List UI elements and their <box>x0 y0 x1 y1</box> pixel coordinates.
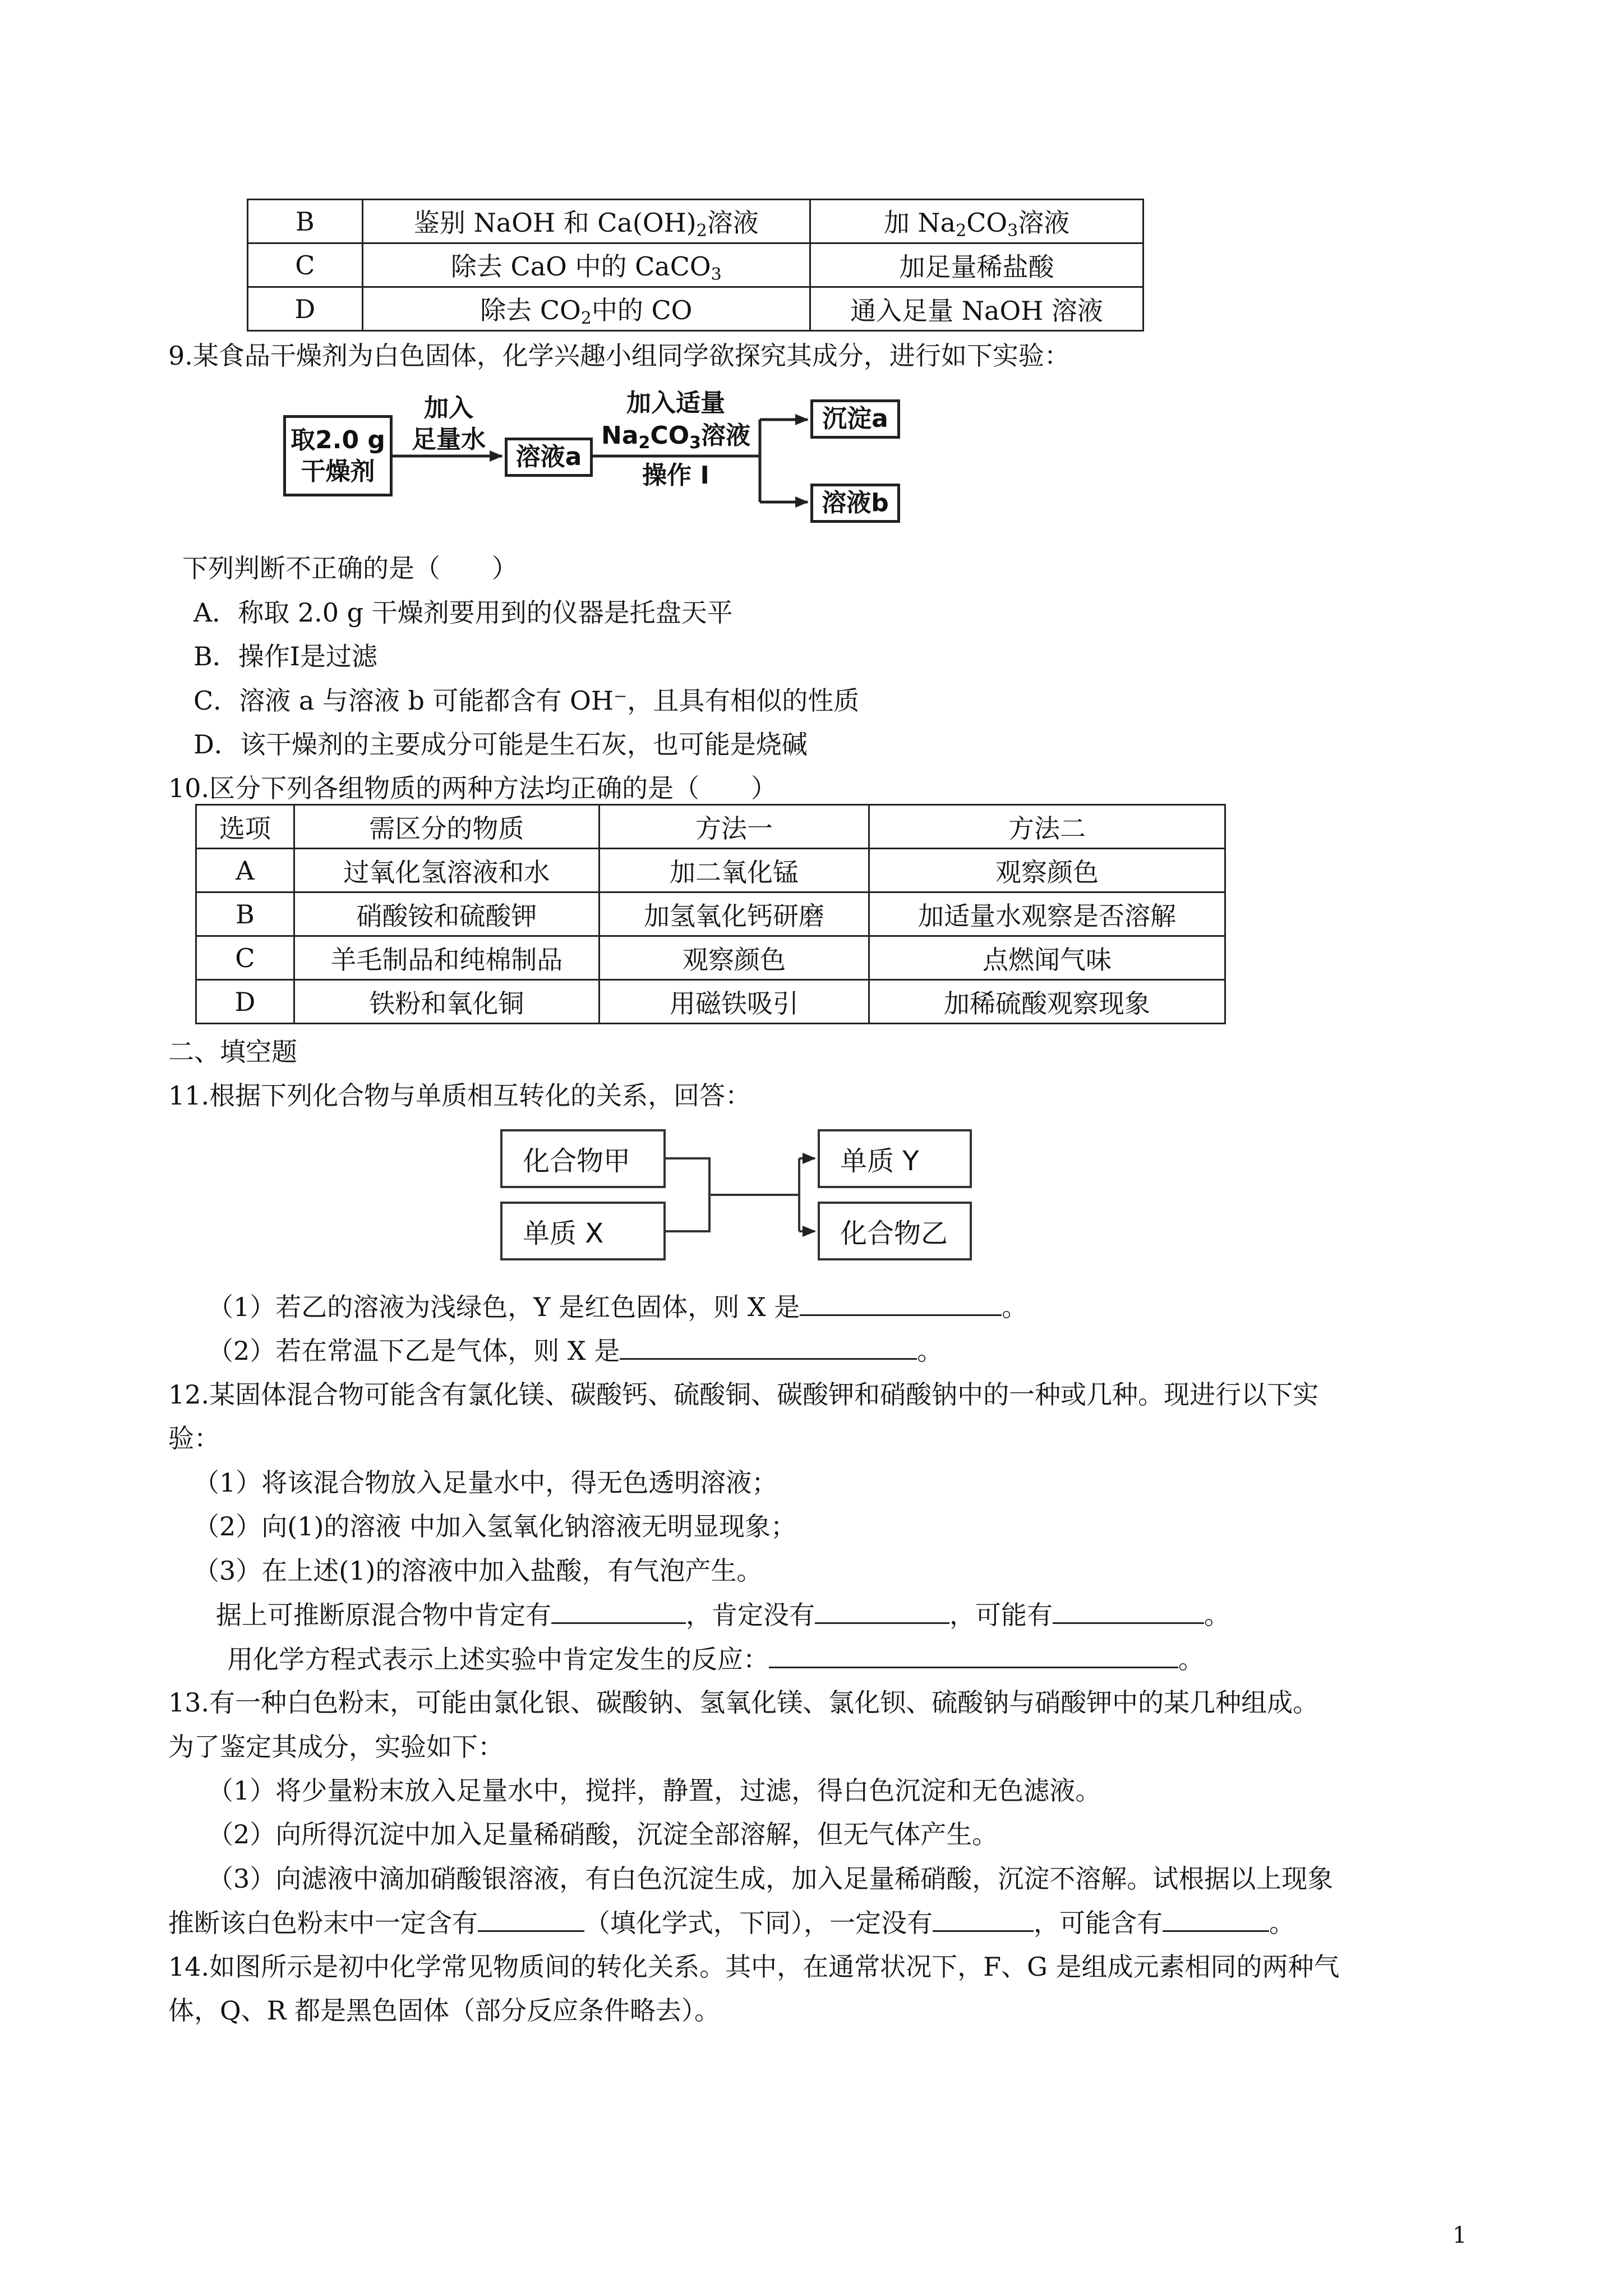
q13-step3: （3）向滤液中滴加硝酸银溶液，有白色沉淀生成，加入足量稀硝酸，沉淀不溶解。试根据以上现象 <box>208 1864 1334 1894</box>
purpose-cell: 除去 CaO 中的 CaCO$_3$ <box>362 243 810 287</box>
answer-blank[interactable] <box>933 1906 1034 1932</box>
header-method-2: 方法二 <box>869 805 1225 849</box>
q12-equation: 用化学方程式表示上述实验中肯定发生的反应： 。 <box>227 1642 1204 1676</box>
q12-step3: （3）在上述(1)的溶液中加入盐酸，有气泡产生。 <box>193 1556 763 1586</box>
q13-step1: （1）将少量粉末放入足量水中，搅拌，静置，过滤，得白色沉淀和无色滤液。 <box>208 1775 1101 1806</box>
table-row: C 羊毛制品和纯棉制品 观察颜色 点燃闻气味 <box>196 936 1225 980</box>
q9-option-b: B．操作Ⅰ是过滤 <box>193 641 377 671</box>
q13-conclusion: 推断该白色粉末中一定含有 （填化学式，下同），一定没有 ，可能含有 。 <box>168 1906 1295 1940</box>
q9-option-d: D．该干燥剂的主要成分可能是生石灰，也可能是烧碱 <box>193 729 808 760</box>
q11-stem: 11.根据下列化合物与单质相互转化的关系，回答： <box>168 1080 751 1111</box>
option-label: B <box>248 200 363 243</box>
answer-blank[interactable] <box>815 1598 949 1624</box>
q13-stem-line1: 13.有一种白色粉末，可能由氯化银、碳酸钠、氢氧化镁、氯化钡、硫酸钠与硝酸钾中的某几种组成。 <box>168 1687 1319 1718</box>
answer-blank[interactable] <box>1163 1906 1269 1932</box>
q9-prompt: 下列判断不正确的是（ ） <box>182 553 518 583</box>
box-element-y: 单质 Y <box>818 1129 972 1188</box>
table-row: B 硝酸铵和硫酸钾 加氢氧化钙研磨 加适量水观察是否溶解 <box>196 892 1225 936</box>
method-cell: 通入足量 NaOH 溶液 <box>810 287 1144 331</box>
q14-stem-line1: 14.如图所示是初中化学常见物质间的转化关系。其中，在通常状况下，F、G 是组成元素相同的两种气 <box>168 1952 1340 1982</box>
method-cell: 加 $Na_2CO_3$溶液 <box>810 200 1144 243</box>
flow-box-precipitate-a: 沉淀a <box>810 399 900 439</box>
method-cell: 加足量稀盐酸 <box>810 243 1144 287</box>
q12-stem-line2: 验： <box>168 1423 220 1453</box>
q12-step2: （2）向(1)的溶液 中加入氢氧化钠溶液无明显现象； <box>193 1511 797 1542</box>
header-method-1: 方法一 <box>599 805 869 849</box>
box-compound-jia: 化合物甲 <box>500 1129 666 1188</box>
q13-step2: （2）向所得沉淀中加入足量稀硝酸，沉淀全部溶解，但无气体产生。 <box>208 1819 998 1849</box>
q9-option-a: A．称取 2.0 g 干燥剂要用到的仪器是托盘天平 <box>193 597 733 628</box>
section-heading: 二、填空题 <box>168 1037 297 1067</box>
q9-stem: 9.某食品干燥剂为白色固体，化学兴趣小组同学欲探究其成分，进行如下实验： <box>168 341 1070 371</box>
box-compound-yi: 化合物乙 <box>818 1202 972 1260</box>
answer-blank[interactable] <box>800 1290 1002 1316</box>
q11-sub1: （1）若乙的溶液为浅绿色，Y 是红色固体，则 X 是 。 <box>208 1290 1027 1324</box>
q9-option-c: C．溶液 a 与溶液 b 可能都含有 OH⁻，且具有相似的性质 <box>193 685 860 716</box>
flow-label-add-water: 加入 足量水 <box>412 394 486 454</box>
q10-stem: 10.区分下列各组物质的两种方法均正确的是（ ） <box>168 773 777 803</box>
page-number: 1 <box>1453 2223 1467 2248</box>
q11-sub2: （2）若在常温下乙是气体，则 X 是 。 <box>208 1333 943 1368</box>
box-element-x: 单质 X <box>500 1202 666 1260</box>
flow-box-solution-a: 溶液a <box>505 438 593 477</box>
answer-blank[interactable] <box>551 1598 686 1624</box>
option-label: D <box>248 287 363 331</box>
answer-blank[interactable] <box>478 1906 584 1932</box>
table-row: D 铁粉和氧化铜 用磁铁吸引 加稀硫酸观察现象 <box>196 980 1225 1024</box>
header-option: 选项 <box>196 805 294 849</box>
purpose-cell: 除去 $CO_2$中的 CO <box>362 287 810 331</box>
q12-inference: 据上可推断原混合物中肯定有 ，肯定没有 ，可能有 。 <box>216 1598 1230 1632</box>
answer-blank[interactable] <box>769 1642 1178 1668</box>
header-substances: 需区分的物质 <box>294 805 599 849</box>
flow-box-dry-agent: 取2.0 g 干燥剂 <box>283 415 393 496</box>
option-label: C <box>248 243 363 287</box>
flow-label-add-na2co3: 加入适量 $Na_2CO_3$溶液 操作 I <box>601 389 750 490</box>
q13-stem-line2: 为了鉴定其成分，实验如下： <box>168 1732 504 1762</box>
q12-step1: （1）将该混合物放入足量水中，得无色透明溶液； <box>193 1467 778 1498</box>
purpose-cell: 鉴别 NaOH 和 $Ca(OH)_2$溶液 <box>362 200 810 243</box>
q12-stem-line1: 12.某固体混合物可能含有氯化镁、碳酸钙、硫酸铜、碳酸钾和硝酸钠中的一种或几种。现进行以下实 <box>168 1379 1319 1410</box>
flow-box-solution-b: 溶液b <box>810 484 900 523</box>
answer-blank[interactable] <box>620 1333 917 1360</box>
q14-stem-line2: 体，Q、R 都是黑色固体（部分反应条件略去）。 <box>168 1995 720 2026</box>
table-row: A 过氧化氢溶液和水 加二氧化锰 观察颜色 <box>196 849 1225 892</box>
answer-blank[interactable] <box>1053 1598 1204 1624</box>
